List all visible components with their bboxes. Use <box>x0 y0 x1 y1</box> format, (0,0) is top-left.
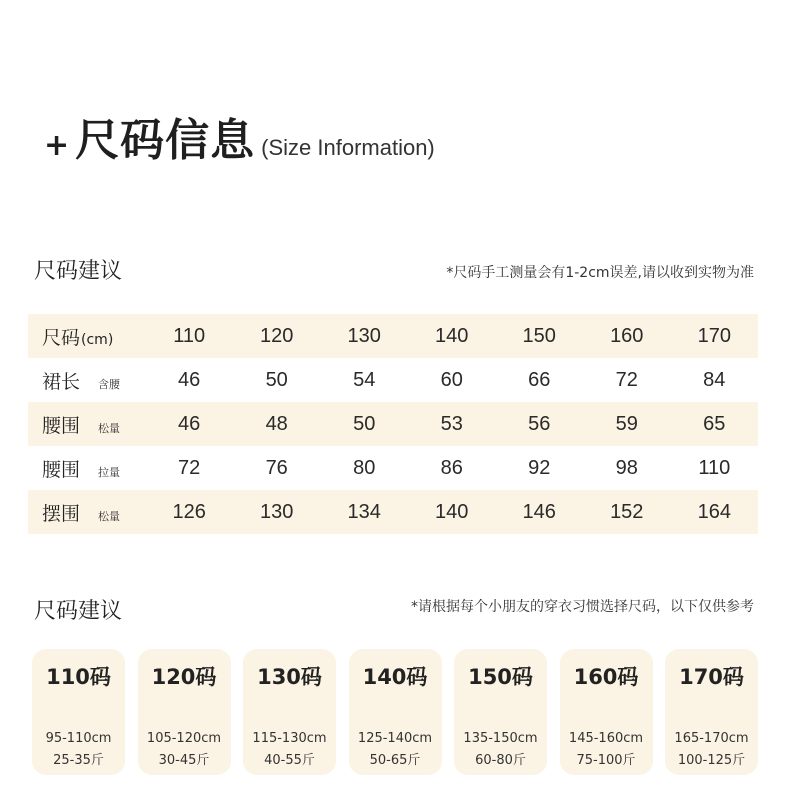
card-size: 110码 <box>46 665 111 689</box>
row-label: 摆围 <box>42 502 81 525</box>
table-cell: 130 <box>260 500 294 523</box>
table-row <box>28 446 758 490</box>
table-cell: 110 <box>698 456 731 479</box>
table-cell: 134 <box>347 500 381 523</box>
row-header <box>28 455 145 482</box>
size-column-header: 110 <box>173 324 206 347</box>
size-table-title: 尺码建议 <box>34 259 123 284</box>
table-cell: 140 <box>435 500 469 523</box>
size-card <box>32 649 125 775</box>
size-card <box>454 649 547 775</box>
table-cell: 59 <box>615 412 638 435</box>
table-cell: 60 <box>440 368 463 391</box>
row-label: 腰围 <box>42 458 81 481</box>
row-label: 裙长 <box>42 370 81 393</box>
table-cell: 126 <box>172 500 206 523</box>
table-cell: 76 <box>265 456 288 479</box>
page-title: 尺码信息 <box>75 115 256 166</box>
table-cell: 146 <box>522 500 556 523</box>
size-column-header: 140 <box>435 324 469 347</box>
row-unit: (cm) <box>81 331 114 348</box>
card-weight: 30-45斤 <box>158 753 210 768</box>
table-cell: 54 <box>353 368 376 391</box>
table-cell: 72 <box>178 456 201 479</box>
table-header-row <box>28 314 758 358</box>
row-header <box>28 323 145 350</box>
table-cell: 80 <box>353 456 376 479</box>
card-size: 130码 <box>257 665 322 689</box>
page-header <box>44 104 435 168</box>
table-cell: 164 <box>697 500 731 523</box>
table-row <box>28 358 758 402</box>
card-weight: 50-65斤 <box>369 753 421 768</box>
card-height: 125-140cm <box>357 731 433 746</box>
size-advice-title: 尺码建议 <box>34 599 123 624</box>
table-cell: 53 <box>440 412 463 435</box>
row-header <box>28 367 145 394</box>
size-advice-note: *请根据每个小朋友的穿衣习惯选择尺码，以下仅供参考 <box>411 599 754 615</box>
table-cell: 50 <box>353 412 376 435</box>
row-sublabel: 松量 <box>98 421 121 435</box>
size-column-header: 130 <box>347 324 381 347</box>
card-height: 135-150cm <box>463 731 538 746</box>
table-cell: 46 <box>178 368 201 391</box>
table-cell: 48 <box>265 412 288 435</box>
size-card <box>349 649 442 775</box>
row-sublabel: 含腰 <box>98 377 121 391</box>
row-header <box>28 411 145 438</box>
card-weight: 60-80斤 <box>475 753 526 768</box>
card-size: 140码 <box>362 665 428 689</box>
row-sublabel: 拉量 <box>98 465 121 479</box>
table-row <box>28 490 758 534</box>
card-height: 145-160cm <box>568 731 644 746</box>
table-cell: 56 <box>528 412 551 435</box>
table-cell: 72 <box>615 368 638 391</box>
card-height: 95-110cm <box>45 731 112 746</box>
row-sublabel: 松量 <box>98 509 121 523</box>
size-column-header: 150 <box>522 324 556 347</box>
table-cell: 84 <box>703 368 726 391</box>
size-table <box>28 314 758 534</box>
card-height: 105-120cm <box>146 731 222 746</box>
size-table-note: *尺码手工测量会有1-2cm误差,请以收到实物为准 <box>446 265 754 281</box>
plus-icon: + <box>44 128 70 163</box>
card-size: 150码 <box>468 665 533 689</box>
table-cell: 66 <box>528 368 551 391</box>
size-cards <box>32 649 758 775</box>
card-weight: 25-35斤 <box>53 753 104 768</box>
size-column-header: 160 <box>610 324 644 347</box>
card-weight: 40-55斤 <box>264 753 315 768</box>
card-size: 120码 <box>151 665 217 689</box>
table-cell: 46 <box>178 412 201 435</box>
table-cell: 65 <box>703 412 726 435</box>
size-column-header: 170 <box>697 324 731 347</box>
row-label: 腰围 <box>42 414 81 437</box>
row-label: 尺码 <box>42 326 81 349</box>
card-weight: 100-125斤 <box>677 753 746 768</box>
size-card <box>665 649 758 775</box>
size-card <box>243 649 336 775</box>
card-size: 170码 <box>679 665 744 689</box>
table-cell: 92 <box>528 456 551 479</box>
card-height: 115-130cm <box>252 731 327 746</box>
card-size: 160码 <box>573 665 639 689</box>
table-cell: 86 <box>440 456 463 479</box>
size-card <box>560 649 653 775</box>
table-cell: 50 <box>265 368 288 391</box>
card-height: 165-170cm <box>674 731 749 746</box>
table-cell: 98 <box>615 456 638 479</box>
card-weight: 75-100斤 <box>576 753 636 768</box>
table-cell: 152 <box>610 500 644 523</box>
row-header <box>28 499 145 526</box>
page-subtitle: (Size Information) <box>261 135 435 160</box>
size-column-header: 120 <box>260 324 294 347</box>
table-row <box>28 402 758 446</box>
size-card <box>138 649 231 775</box>
